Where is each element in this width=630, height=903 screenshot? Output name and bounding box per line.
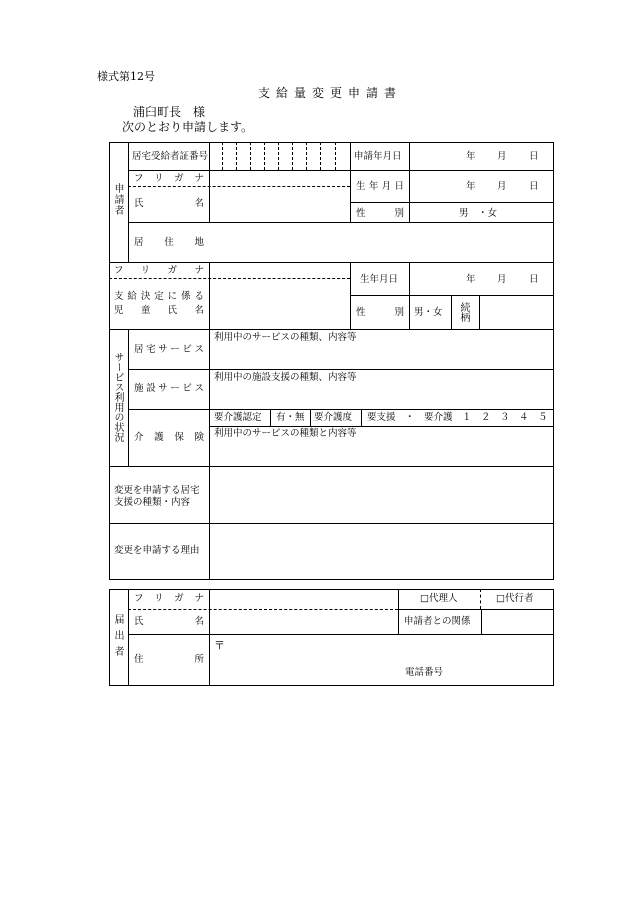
care-insurance-desc: 利用中のサービスの種類と内容等 [214, 428, 357, 439]
service-section-label: サービス利用の状況 [112, 352, 123, 442]
care-cert-value: 有・無 [276, 412, 305, 423]
agent-checkbox[interactable]: □代理人 [420, 593, 458, 604]
child-relation-label: 続柄 [458, 302, 469, 322]
apply-date-month: 月 [497, 151, 507, 162]
cert-number-label: 居宅受給者証番号 [132, 151, 209, 162]
child-sex-label: 性別 [356, 307, 404, 318]
care-level-value: 要支援 ・ 要介護 １ ２ ３ ４ ５ [367, 412, 548, 423]
applicant-section-label: 申請者 [112, 183, 123, 216]
form-title: 支給量変更申請書 [257, 86, 402, 100]
phone-label: 電話番号 [405, 667, 444, 678]
apply-date-label: 申請年月日 [354, 151, 402, 162]
applicant-sex-label: 性別 [356, 208, 404, 219]
applicant-name-label: 氏名 [134, 198, 204, 209]
facility-service-desc: 利用中の施設支援の種類、内容等 [214, 372, 357, 383]
change-kind-label-2: 支援の種類・内容 [114, 497, 191, 508]
form-number: 様式第12号 [97, 70, 155, 83]
home-service-label: 居宅サービス [134, 344, 204, 355]
relation-label: 申請者との関係 [404, 616, 471, 627]
child-birth-day: 日 [529, 274, 539, 285]
facility-service-label: 施設サービス [134, 383, 204, 394]
child-sex-value: 男・女 [414, 307, 443, 318]
birth-day: 日 [529, 181, 539, 192]
addressee: 浦臼町長 様 [133, 105, 206, 119]
filer-address-label: 住所 [134, 654, 204, 665]
applicant-address-label: 居住地 [134, 237, 204, 248]
change-reason-label: 変更を申請する理由 [114, 545, 200, 556]
intro-text: 次のとおり申請します。 [122, 120, 254, 134]
child-birth-year: 年 [466, 274, 476, 285]
filer-furigana-label: フリガナ [134, 593, 204, 604]
filer-name-label: 氏名 [134, 616, 204, 627]
home-service-desc: 利用中のサービスの種類、内容等 [214, 332, 357, 343]
apply-date-day: 日 [529, 151, 539, 162]
change-kind-label-1: 変更を申請する居宅 [114, 485, 200, 496]
filer-section-label: 届出者 [112, 614, 123, 662]
applicant-furigana-label: フリガナ [134, 173, 204, 184]
child-name-label-2: 児童氏名 [114, 305, 204, 316]
postal-mark: 〒 [214, 639, 225, 652]
birth-month: 月 [497, 181, 507, 192]
child-birth-month: 月 [497, 274, 507, 285]
applicant-sex-value: 男 ・女 [459, 208, 498, 219]
child-furigana-label: フリガナ [114, 265, 204, 276]
care-insurance-label: 介護保険 [134, 432, 204, 443]
care-cert-label: 要介護認定 [214, 412, 262, 423]
applicant-birth-label: 生年月日 [356, 181, 404, 192]
birth-year: 年 [466, 181, 476, 192]
apply-date-year: 年 [466, 151, 476, 162]
care-level-label: 要介護度 [314, 412, 353, 423]
proxy-checkbox[interactable]: □代行者 [496, 593, 534, 604]
child-birth-label: 生年月日 [360, 274, 399, 285]
child-name-label-1: 支給決定に係る [114, 291, 204, 302]
